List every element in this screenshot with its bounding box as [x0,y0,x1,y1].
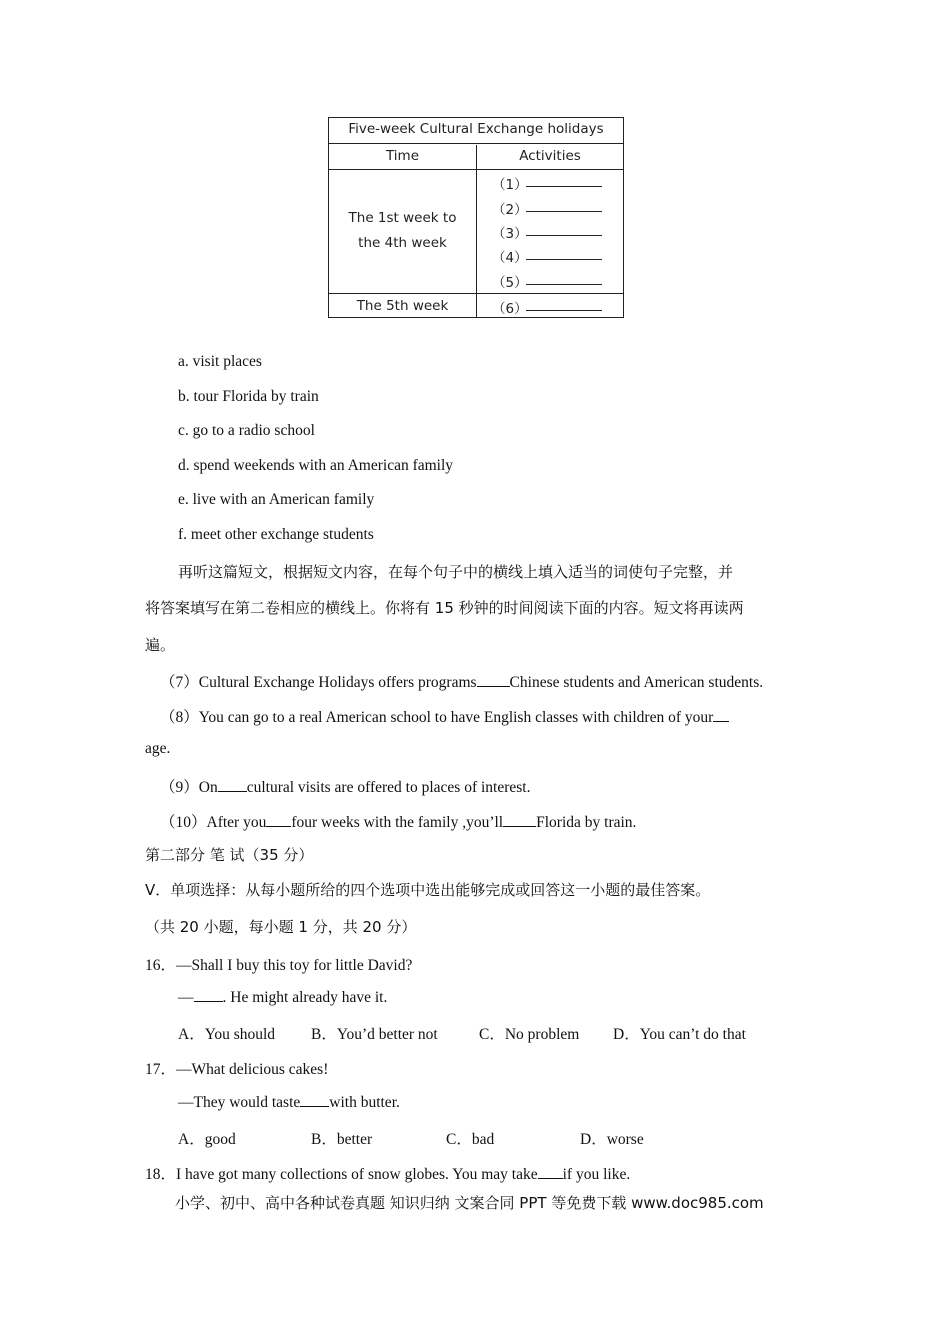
table-divider [329,169,623,170]
instruction-line1: 再听这篇短文，根据短文内容，在每个句子中的横线上填入适当的词使句子完整，并 [178,563,734,581]
instruction-line3: 遍。 [145,636,176,654]
section-v-subheading: （共 20 小题，每小题 1 分，共 20 分） [145,918,417,936]
question-16-reply: — . He might already have it. [178,989,388,1006]
option-d: d. spend weekends with an American family [178,457,454,474]
option-c: c. go to a radio school [178,422,315,439]
activity-blank-6: （6） [492,297,602,317]
table-divider [329,143,623,144]
question-8: （8）You can go to a real American school to have English classes with children of your [160,705,729,727]
question-18: 18．I have got many collections of snow globes. You may take if you like. [145,1166,631,1183]
question-17-stem: 17．—What delicious cakes! [145,1061,329,1078]
part-two-heading: 第二部分 笔 试（35 分） [145,846,314,864]
answer-blank [218,777,247,792]
question-17-choice-c: C．bad [446,1131,495,1148]
answer-blank [266,812,291,827]
option-a: a. visit places [178,353,262,370]
activity-blank-5: （5） [492,271,602,291]
question-16-choice-a: A．You should [178,1026,276,1043]
activity-blank-3: （3） [492,222,602,242]
question-8-continued: age. [145,740,171,757]
question-17-choice-d: D．worse [580,1131,644,1148]
row2-time: The 5th week [356,298,449,314]
option-f: f. meet other exchange students [178,526,374,543]
col-header-activities: Activities [519,148,581,164]
answer-blank [194,987,223,1002]
activity-blank-4: （4） [492,246,602,266]
row1-time-line1: The 1st week to [348,210,457,226]
schedule-table [328,117,624,318]
option-e: e. live with an American family [178,491,375,508]
activity-blank-2: （2） [492,198,602,218]
question-17-choice-a: A．good [178,1131,236,1148]
answer-blank [477,672,510,687]
row1-time-line2: the 4th week [358,235,447,251]
answer-blank [503,812,536,827]
question-16-stem: 16．—Shall I buy this toy for little David? [145,957,413,974]
answer-blank [300,1092,329,1107]
answer-blank [538,1164,563,1179]
question-17-reply: —They would taste with butter. [178,1094,400,1111]
question-9: （9）On cultural visits are offered to places of interest. [160,779,531,796]
option-b: b. tour Florida by train [178,388,319,405]
section-v-heading: V．单项选择：从每小题所给的四个选项中选出能够完成或回答这一小题的最佳答案。 [145,881,711,899]
table-title: Five-week Cultural Exchange holidays [348,121,604,137]
activity-blank-1: （1） [492,173,602,193]
question-16-choice-d: D．You can’t do that [613,1026,746,1043]
table-column-divider [476,145,477,317]
col-header-time: Time [385,148,420,164]
answer-blank [713,707,729,722]
table-divider [329,293,623,294]
instruction-line2: 将答案填写在第二卷相应的横线上。你将有 15 秒钟的时间阅读下面的内容。短文将再读两 [145,599,744,617]
page-footer: 小学、初中、高中各种试卷真题 知识归纳 文案合同 PPT 等免费下载 www.doc985.com [175,1194,764,1212]
question-16-choice-c: C．No problem [479,1026,580,1043]
question-16-choice-b: B．You’d better not [311,1026,438,1043]
question-7: （7）Cultural Exchange Holidays offers programs Chinese students and American students. [160,674,764,691]
question-10: （10）After you four weeks with the family ,you’ll Florida by train. [160,814,637,831]
question-17-choice-b: B．better [311,1131,373,1148]
